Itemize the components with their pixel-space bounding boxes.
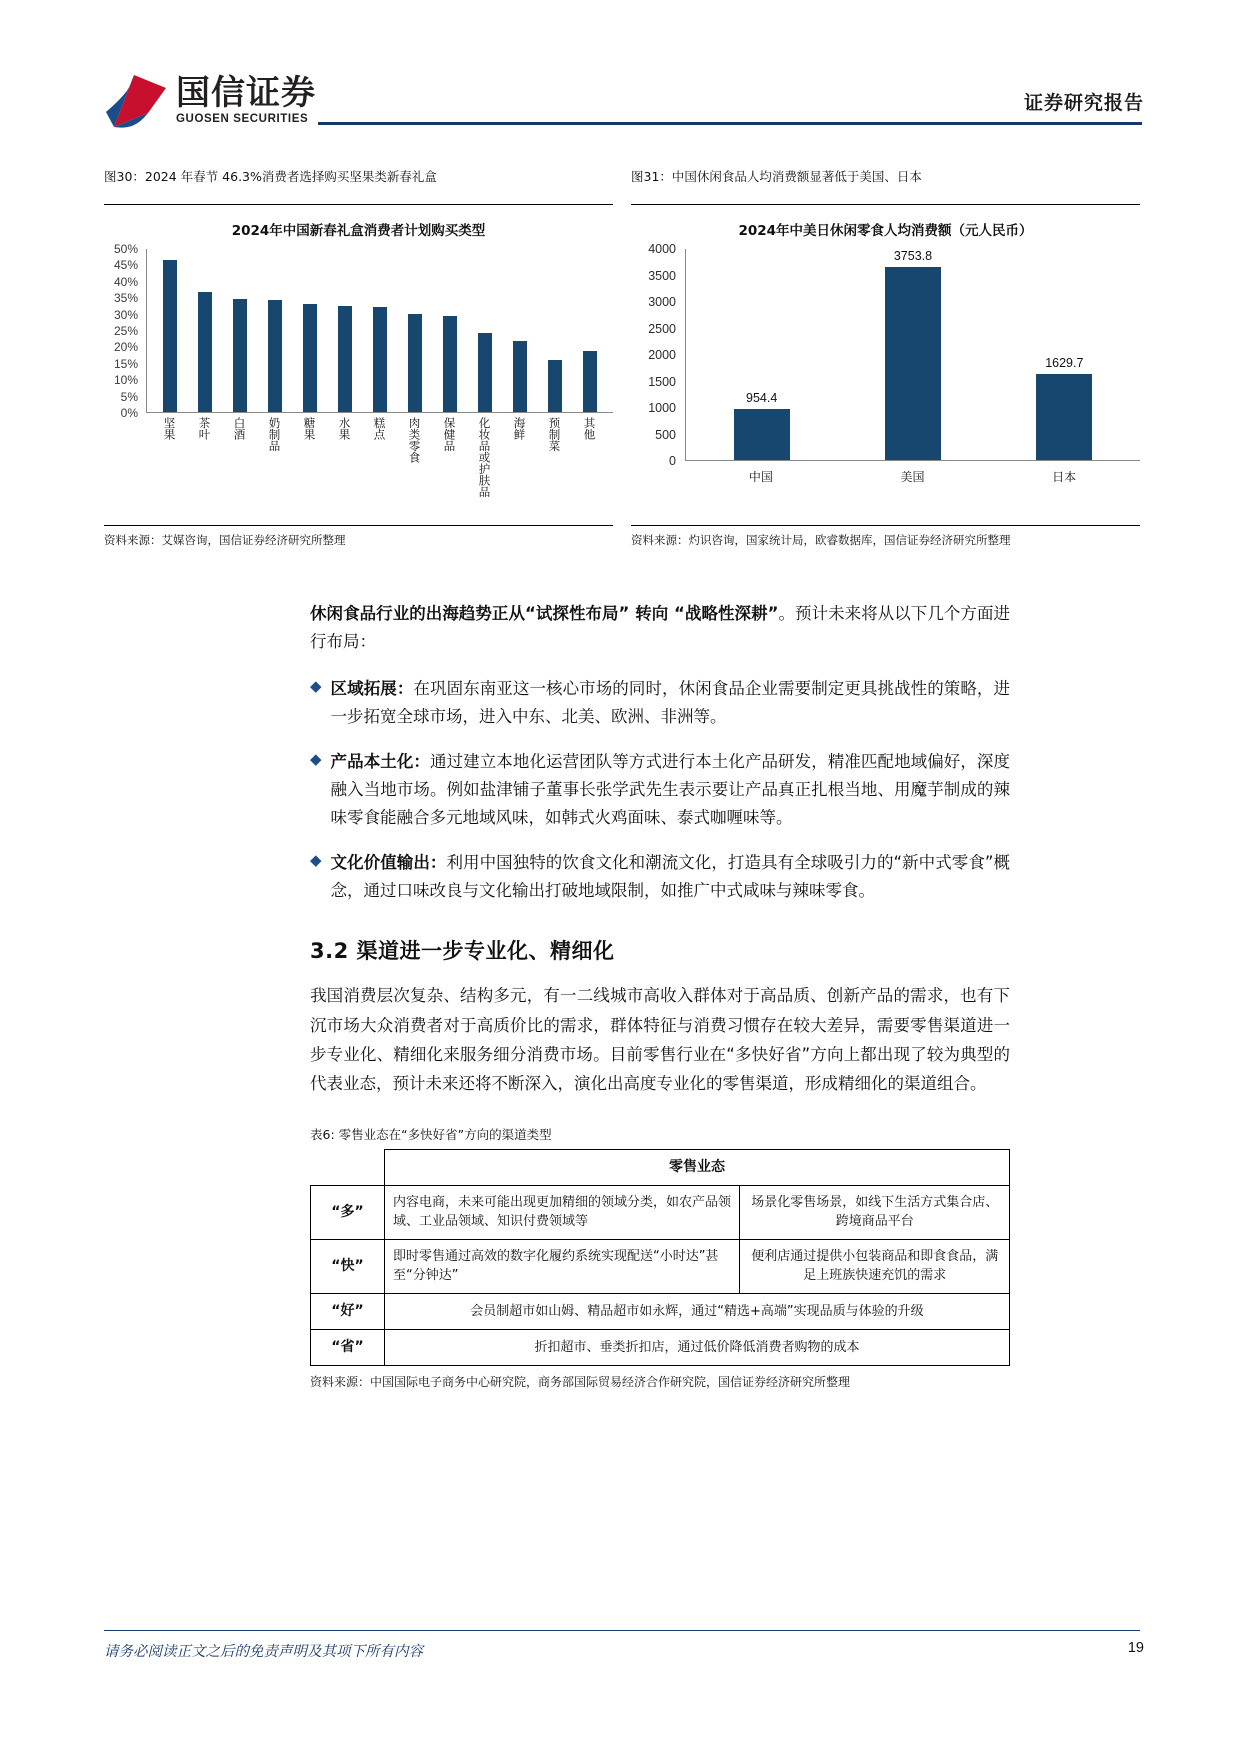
chart-2-ytick: 2500 bbox=[648, 321, 676, 336]
chart-1-bar bbox=[408, 314, 422, 412]
chart-2-ytick: 1500 bbox=[648, 374, 676, 389]
chart-1-bar bbox=[548, 360, 562, 412]
table-cell: 即时零售通过高效的数字化履约系统实现配送“小时达”甚至“分钟达” bbox=[384, 1239, 739, 1293]
figures-row bbox=[104, 168, 1140, 549]
bullet-text: 产品本土化：通过建立本地化运营团队等方式进行本土化产品研发，精准匹配地域偏好，深度融入当地市场。例如盐津铺子董事长张学武先生表示要让产品真正扎根当地、用魔芋制成的辣味零食能融合多元地域风味，如韩式火鸡面味、泰式咖喱味等。 bbox=[330, 751, 1011, 828]
header-divider bbox=[318, 122, 1142, 125]
chart-1-title: 2024年中国新春礼盒消费者计划购买类型 bbox=[231, 223, 486, 239]
chart-1 bbox=[104, 242, 613, 529]
chart-1-bar bbox=[583, 351, 597, 412]
report-type-label: 证券研究报告 bbox=[1023, 92, 1144, 114]
chart-2-ytick: 1000 bbox=[648, 401, 676, 415]
chart-1-ytick: 20% bbox=[113, 340, 138, 355]
chart-1-category-label: 肉类零食 bbox=[407, 417, 422, 463]
chart-1-ytick: 35% bbox=[113, 291, 138, 306]
chart-1-ytick: 40% bbox=[113, 274, 138, 289]
lead-rest: 。预计未来将从以下几个方面进行布局： bbox=[310, 604, 1010, 652]
footer-divider bbox=[104, 1630, 1140, 1631]
chart-2-category-label: 中国 bbox=[748, 470, 773, 484]
table-cell: 会员制超市如山姆、精品超市如永辉，通过“精选+高端”实现品质与体验的升级 bbox=[384, 1293, 1009, 1329]
section-paragraph: 我国消费层次复杂、结构多元，有一二线城市高收入群体对于高品质、创新产品的需求，也有下沉市场大众消费者对于高质价比的需求，群体特征与消费习惯存在较大差异，需要零售渠道进一步专业化、精细化来服务细分消费市场。目前零售行业在“多快好省”方向上都出现了较为典型的代表业态，预计未来还将不断深入，演化出高度专业化的零售渠道，形成精细化的渠道组合。 bbox=[310, 986, 1010, 1094]
guosen-logo-icon bbox=[104, 72, 168, 130]
figure-31-body bbox=[631, 205, 1140, 525]
chart-1-category-label: 坚果 bbox=[162, 417, 177, 440]
chart-1-bar bbox=[198, 292, 212, 412]
table-header-row bbox=[311, 1149, 1010, 1185]
table-cell: 便利店通过提供小包装商品和即食食品，满足上班族快速充饥的需求 bbox=[740, 1239, 1010, 1293]
diamond-bullet-icon: ◆ bbox=[310, 852, 322, 869]
table-row-label: “快” bbox=[311, 1239, 385, 1293]
diamond-bullet-icon: ◆ bbox=[310, 751, 322, 768]
chart-1-bar bbox=[268, 300, 282, 413]
chart-1-category-label: 糕点 bbox=[372, 417, 387, 440]
chart-1-ytick: 10% bbox=[113, 373, 138, 388]
chart-1-ytick: 15% bbox=[113, 356, 138, 371]
figure-30-source: 资料来源：艾媒咨询，国信证券经济研究所整理 bbox=[104, 525, 613, 549]
bullet-text: 区域拓展：在巩固东南亚这一核心市场的同时，休闲食品企业需要制定更具挑战性的策略，进一步拓宽全球市场，进入中东、北美、欧洲、非洲等。 bbox=[330, 678, 1011, 727]
chart-1-ytick: 25% bbox=[113, 324, 138, 338]
chart-1-ytick: 45% bbox=[113, 258, 138, 273]
chart-1-bar bbox=[513, 341, 527, 412]
chart-1-ytick: 30% bbox=[113, 307, 138, 322]
table-row bbox=[311, 1293, 1010, 1329]
chart-2-ytick: 0 bbox=[669, 454, 676, 468]
chart-2-bar bbox=[885, 267, 941, 460]
diamond-bullet-icon: ◆ bbox=[310, 678, 322, 695]
chart-1-category-label: 其他 bbox=[582, 417, 597, 440]
chart-2-y-axis bbox=[631, 242, 685, 468]
bullet-item bbox=[310, 675, 1010, 732]
chart-1-y-axis bbox=[104, 242, 146, 420]
chart-1-bar bbox=[443, 316, 457, 412]
chart-1-bar bbox=[373, 307, 387, 412]
chart-1-ytick: 0% bbox=[120, 406, 138, 420]
figure-31 bbox=[631, 168, 1140, 549]
chart-2-ytick: 500 bbox=[655, 427, 676, 442]
figure-30-body bbox=[104, 205, 613, 525]
table-cell: 场景化零售场景，如线下生活方式集合店、跨境商品平台 bbox=[740, 1185, 1010, 1239]
figure-30 bbox=[104, 168, 613, 549]
table-cell: 内容电商，未来可能出现更加精细的领域分类，如农产品领域、工业品领域、知识付费领域等 bbox=[384, 1185, 739, 1239]
chart-1-category-label: 白酒 bbox=[232, 417, 247, 440]
footer-disclaimer: 请务必阅读正文之后的免责声明及其项下所有内容 bbox=[104, 1644, 423, 1660]
chart-1-plot-area bbox=[146, 249, 613, 413]
chart-1-bar bbox=[303, 304, 317, 412]
chart-1-category-label: 茶叶 bbox=[197, 417, 212, 440]
table-row-label: “好” bbox=[311, 1293, 385, 1329]
figure-30-caption: 图30：2024 年春节 46.3%消费者选择购买坚果类新春礼盒 bbox=[104, 169, 437, 184]
chart-1-bar bbox=[163, 260, 177, 412]
main-content bbox=[310, 600, 1010, 1390]
table-cell: 折扣超市、垂类折扣店，通过低价降低消费者购物的成本 bbox=[384, 1329, 1009, 1365]
chart-2-ytick: 2000 bbox=[648, 348, 676, 362]
chart-2-ytick: 3500 bbox=[648, 268, 676, 283]
chart-1-ytick: 5% bbox=[120, 389, 138, 404]
table-caption: 表6: 零售业态在“多快好省”方向的渠道类型 bbox=[310, 1126, 552, 1142]
chart-2-plot-area bbox=[685, 249, 1140, 461]
logo-text-cn: 国信证券 bbox=[176, 73, 316, 114]
chart-1-ytick: 50% bbox=[113, 242, 138, 256]
chart-2-category-label: 美国 bbox=[900, 470, 925, 484]
bullet-item bbox=[310, 748, 1010, 833]
lead-bold: 休闲食品行业的出海趋势正从“试探性布局” 转向 “战略性深耕” bbox=[310, 604, 779, 623]
chart-2-x-labels bbox=[685, 461, 1140, 485]
chart-2-column bbox=[885, 249, 941, 460]
chart-1-category-label: 水果 bbox=[337, 417, 352, 440]
page-header bbox=[0, 0, 1240, 140]
chart-2-category-label: 日本 bbox=[1052, 470, 1077, 484]
figure-31-source: 资料来源：灼识咨询，国家统计局，欧睿数据库，国信证券经济研究所整理 bbox=[631, 525, 1140, 549]
chart-2-column bbox=[734, 249, 790, 460]
bullet-term: 产品本土化： bbox=[330, 751, 430, 771]
chart-1-category-label: 预制菜 bbox=[547, 417, 562, 452]
chart-2-bar bbox=[1036, 374, 1092, 460]
chart-2-data-label: 1629.7 bbox=[1045, 355, 1084, 370]
lead-paragraph bbox=[310, 600, 1010, 657]
bullet-item bbox=[310, 849, 1010, 906]
table-row bbox=[311, 1329, 1010, 1365]
chart-1-category-label: 保健品 bbox=[442, 417, 457, 452]
chart-1-category-label: 糖果 bbox=[302, 417, 317, 440]
chart-2-title: 2024年中美日休闲零食人均消费额（元人民币） bbox=[738, 223, 1033, 239]
bullet-text: 文化价值输出：利用中国独特的饮食文化和潮流文化，打造具有全球吸引力的“新中式零食”概念，通过口味改良与文化输出打破地域限制，如推广中式咸味与辣味零食。 bbox=[330, 852, 1010, 900]
page-number: 19 bbox=[1127, 1640, 1144, 1656]
table-row-label: “多” bbox=[311, 1185, 385, 1239]
chart-1-category-label: 化妆品或护肤品 bbox=[477, 417, 492, 498]
table-corner-cell bbox=[311, 1149, 385, 1185]
chart-2-column bbox=[1036, 249, 1092, 460]
brand-logo bbox=[104, 72, 316, 130]
chart-1-category-label: 奶制品 bbox=[267, 417, 282, 452]
table-row-label: “省” bbox=[311, 1329, 385, 1365]
chart-2-data-label: 3753.8 bbox=[893, 249, 933, 263]
logo-text-en: GUOSEN SECURITIES bbox=[176, 113, 309, 126]
bullet-list bbox=[310, 675, 1010, 906]
bullet-term: 区域拓展： bbox=[330, 678, 414, 698]
retail-formats-table bbox=[310, 1149, 1010, 1366]
chart-2-data-label: 954.4 bbox=[746, 391, 778, 406]
chart-2-ytick: 4000 bbox=[648, 242, 676, 256]
chart-2-bar bbox=[734, 409, 790, 460]
figure-31-caption: 图31：中国休闲食品人均消费额显著低于美国、日本 bbox=[631, 169, 922, 184]
section-heading: 3.2 渠道进一步专业化、精细化 bbox=[310, 939, 615, 964]
table-source: 资料来源：中国国际电子商务中心研究院，商务部国际贸易经济合作研究院，国信证券经济研究所整理 bbox=[310, 1374, 851, 1389]
chart-1-category-label: 海鲜 bbox=[512, 417, 527, 440]
table-row bbox=[311, 1185, 1010, 1239]
table-row bbox=[311, 1239, 1010, 1293]
chart-1-bar bbox=[233, 299, 247, 412]
chart-1-x-labels bbox=[146, 413, 613, 498]
table-header-label: 零售业态 bbox=[384, 1149, 1009, 1185]
chart-2-ytick: 3000 bbox=[648, 295, 676, 309]
chart-1-bar bbox=[338, 306, 352, 412]
chart-2 bbox=[631, 242, 1140, 519]
chart-1-bar bbox=[478, 333, 492, 412]
bullet-term: 文化价值输出： bbox=[330, 852, 447, 872]
